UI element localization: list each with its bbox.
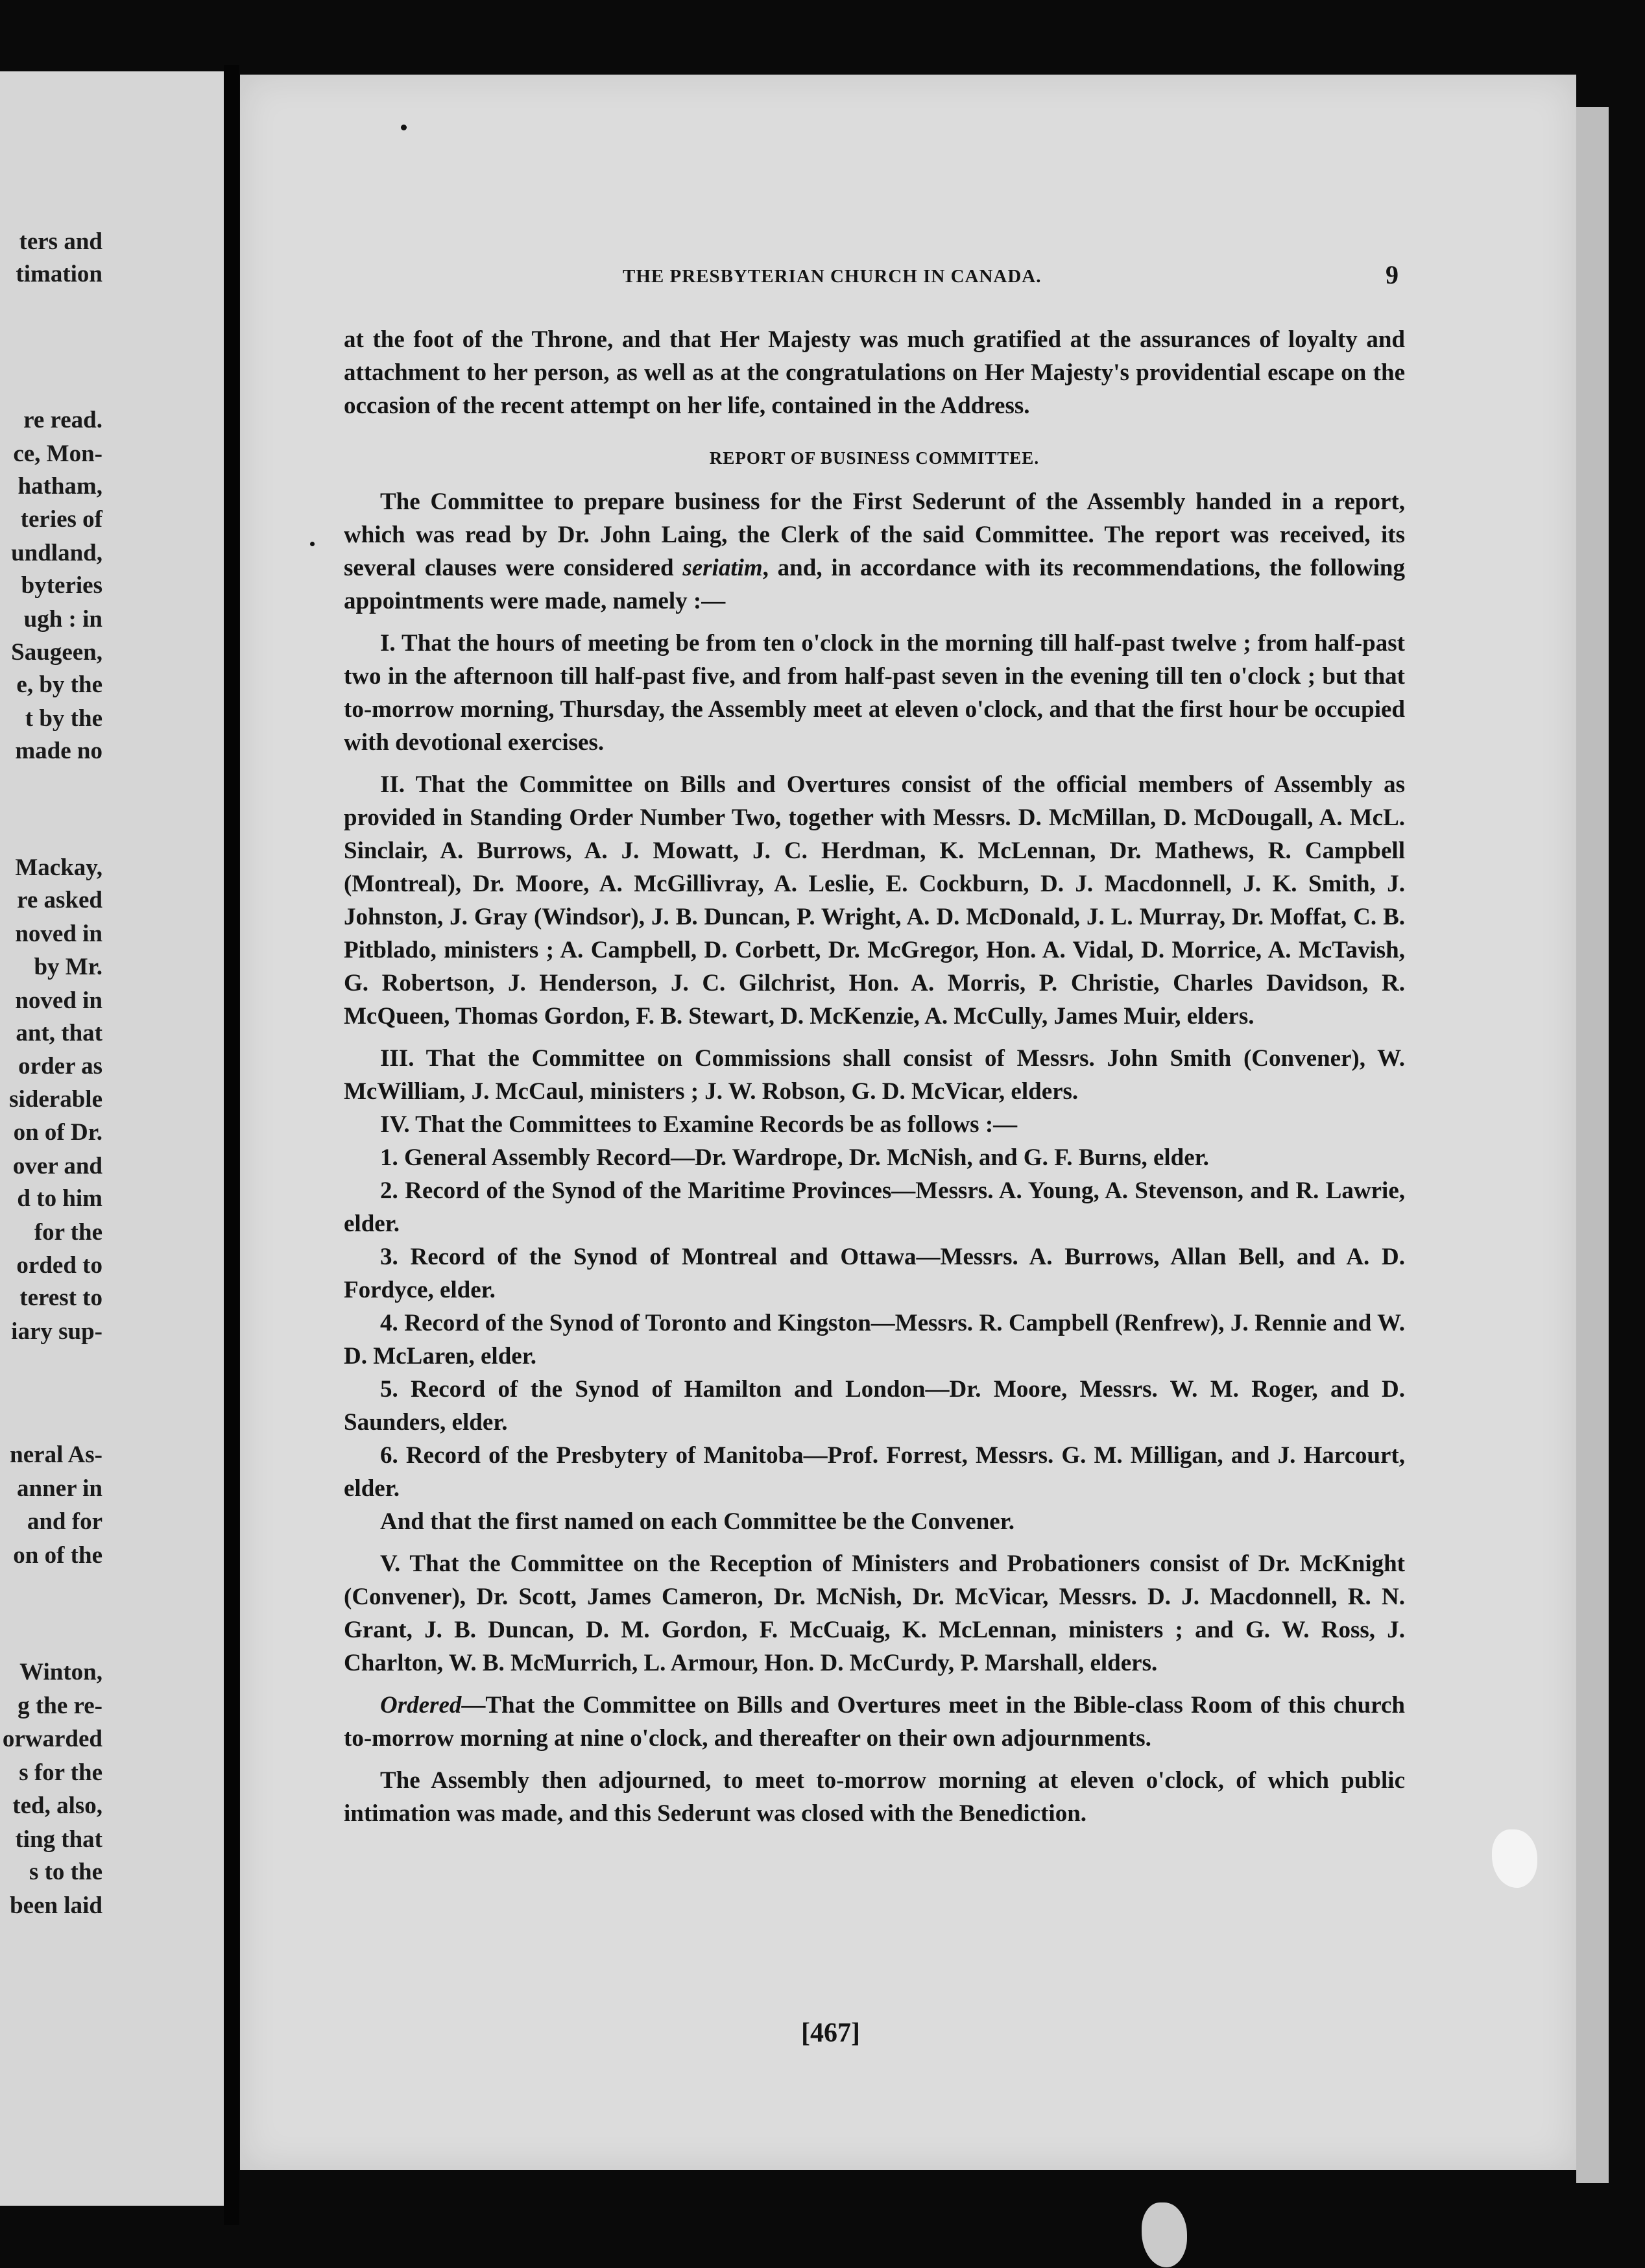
page-body xyxy=(344,323,1405,1830)
facing-page-fragment: noved in xyxy=(15,921,102,947)
smudge-mark xyxy=(1142,2202,1187,2267)
facing-page-fragment: ant, that xyxy=(16,1020,102,1046)
convener-note: And that the first named on each Committee be the Convener. xyxy=(380,1508,1015,1535)
facing-page-fragment: noved in xyxy=(15,987,102,1014)
facing-page-fragment: order as xyxy=(18,1053,102,1080)
facing-page-fragment: undland, xyxy=(11,540,102,566)
facing-page-fragment: neral As- xyxy=(10,1442,102,1468)
record-item: 3. Record of the Synod of Montreal and Ottawa—Messrs. A. Burrows, Allan Bell, and A. D. Fordyce, elder. xyxy=(344,1244,1405,1303)
footer-page-number: [467] xyxy=(801,2018,860,2048)
facing-page xyxy=(0,71,224,2206)
facing-page-fragment: ugh : in xyxy=(23,606,102,633)
item-iv: IV. That the Committees to Examine Records be as follows :— xyxy=(380,1111,1018,1138)
facing-page-fragment: ce, Mon- xyxy=(13,440,102,467)
section-heading: REPORT OF BUSINESS COMMITTEE. xyxy=(709,448,1040,468)
facing-page-fragment: t by the xyxy=(25,705,102,732)
item-i: I. That the hours of meeting be from ten o'clock in the morning till half-past twelve ; from half-past two in the afternoon till half-past five, and from half-past seven in the evening till ten o'clock ; but that to-morrow morning, Thursday, the Assembly meet at eleven o'clock, and that the first hour be occupied with devotional exercises. xyxy=(344,630,1405,756)
item-v: V. That the Committee on the Reception of Ministers and Probationers consist of Dr. McKnight (Convener), Dr. Scott, James Cameron, Dr. McNish, Dr. McVicar, Messrs. D. J. Macdonnell, R. N. Grant, J. B. Duncan, D. M. Gordon, F. McCuaig, K. McLennan, ministers ; and G. W. Ross, J. Charlton, W. B. McMurrich, L. Armour, Hon. D. McCurdy, P. Marshall, elders. xyxy=(344,1550,1405,1676)
facing-page-fragment: hatham, xyxy=(18,473,102,500)
page-edge xyxy=(1576,107,1609,2183)
ordered-text: —That the Committee on Bills and Overtures meet in the Bible-class Room of this church to-morrow morning at nine o'clock, and thereafter on their own adjournments. xyxy=(344,1692,1405,1752)
page-number: 9 xyxy=(1386,260,1399,289)
facing-page-fragment: iary sup- xyxy=(11,1318,102,1345)
facing-page-fragment: and for xyxy=(27,1508,102,1535)
facing-page-fragment: been laid xyxy=(10,1892,102,1919)
facing-page-fragment: orwarded xyxy=(2,1726,102,1752)
item-iii: III. That the Committee on Commissions shall consist of Messrs. John Smith (Convener), W. McWilliam, J. McCaul, ministers ; J. W. Robson, G. D. McVicar, elders. xyxy=(344,1045,1405,1105)
item-ii: II. That the Committee on Bills and Overtures consist of the official members of Assembly as provided in Standing Order Number Two, together with Messrs. D. McMillan, D. McDougall, A. McL. Sinclair, A. Burrows, A. J. Mowatt, J. C. Herdman, K. McLennan, Dr. Mathews, R. Campbell (Montreal), Dr. Moore, A. McGillivray, A. Leslie, E. Cockburn, D. J. Macdonnell, J. K. Smith, J. Johnston, J. Gray (Windsor), J. B. Duncan, P. Wright, A. D. McDonald, J. L. Murray, Dr. Moffat, C. B. Pitblado, ministers ; A. Campbell, D. Corbett, Dr. McGregor, Hon. A. Vidal, D. Morrice, A. McTavish, G. Robertson, J. Henderson, J. C. Gilchrist, Hon. A. Morris, P. Christie, Charles Davidson, R. McQueen, Thomas Gordon, F. B. Stewart, D. McKenzie, A. McCully, James Muir, elders. xyxy=(344,771,1405,1030)
running-head: THE PRESBYTERIAN CHURCH IN CANADA. xyxy=(623,266,1042,287)
facing-page-fragment: Mackay, xyxy=(15,854,102,881)
facing-page-fragment: on of the xyxy=(13,1542,102,1569)
facing-page-fragment: on of Dr. xyxy=(13,1119,102,1146)
facing-page-fragment: re asked xyxy=(17,887,102,913)
speck xyxy=(401,125,407,130)
facing-page-fragment: s for the xyxy=(19,1759,102,1786)
intro-paragraph xyxy=(344,485,1405,618)
ordered-paragraph xyxy=(344,1689,1405,1755)
facing-page-fragment: made no xyxy=(15,738,102,764)
closing-paragraph: The Assembly then adjourned, to meet to-morrow morning at eleven o'clock, of which public intimation was made, and this Sederunt was closed with the Benediction. xyxy=(344,1767,1405,1827)
record-item: 6. Record of the Presbytery of Manitoba—Prof. Forrest, Messrs. G. M. Milligan, and J. Harcourt, elder. xyxy=(344,1442,1405,1502)
record-item: 2. Record of the Synod of the Maritime Provinces—Messrs. A. Young, A. Stevenson, and R. Lawrie, elder. xyxy=(344,1177,1405,1237)
facing-page-fragment: s to the xyxy=(29,1859,102,1885)
facing-page-fragment: g the re- xyxy=(18,1693,102,1719)
facing-page-fragment: by Mr. xyxy=(34,954,102,980)
ordered-label: Ordered xyxy=(380,1692,462,1719)
facing-page-fragment: byteries xyxy=(21,572,102,599)
intro-text-after: , and, in accordance with its recommendations, the following appointments were made, namely :— xyxy=(344,555,1405,614)
facing-page-fragment: ting that xyxy=(15,1826,102,1853)
facing-page-fragment: ted, also, xyxy=(12,1792,102,1819)
facing-page-fragment: re read. xyxy=(23,407,102,433)
speck xyxy=(310,542,315,546)
facing-page-fragment: siderable xyxy=(9,1086,102,1113)
facing-page-fragment: orded to xyxy=(16,1252,102,1279)
record-item: 1. General Assembly Record—Dr. Wardrope, Dr. McNish, and G. F. Burns, elder. xyxy=(380,1144,1209,1171)
facing-page-fragment: terest to xyxy=(19,1285,102,1311)
facing-page-fragment: timation xyxy=(16,261,102,287)
facing-page-fragment: anner in xyxy=(17,1475,102,1502)
facing-page-fragment: ters and xyxy=(19,228,102,255)
book-gutter xyxy=(224,65,239,2225)
intro-italic: seriatim xyxy=(682,555,763,581)
facing-page-fragment: Saugeen, xyxy=(11,639,102,666)
facing-page-fragment: for the xyxy=(34,1219,102,1246)
facing-page-fragment: Winton, xyxy=(19,1659,102,1685)
facing-page-fragment: e, by the xyxy=(16,671,102,698)
intro-text-before: The Committee to prepare business for the First Sederunt of the Assembly handed in a report, which was read by Dr. John Laing, the Clerk of the said Committee. The report was received, its several clauses were considered xyxy=(344,489,1405,581)
record-item: 5. Record of the Synod of Hamilton and London—Dr. Moore, Messrs. W. M. Roger, and D. Saunders, elder. xyxy=(344,1376,1405,1436)
facing-page-fragment: teries of xyxy=(20,506,102,533)
record-item: 4. Record of the Synod of Toronto and Kingston—Messrs. R. Campbell (Renfrew), J. Rennie and W. D. McLaren, elder. xyxy=(344,1310,1405,1369)
facing-page-fragment: d to him xyxy=(17,1185,102,1212)
facing-page-fragment: over and xyxy=(12,1153,102,1179)
opening-paragraph: at the foot of the Throne, and that Her Majesty was much gratified at the assurances of loyalty and attachment to her person, as well as at the congratulations on Her Majesty's providential escape on the occasion of the recent attempt on her life, contained in the Address. xyxy=(344,326,1405,419)
